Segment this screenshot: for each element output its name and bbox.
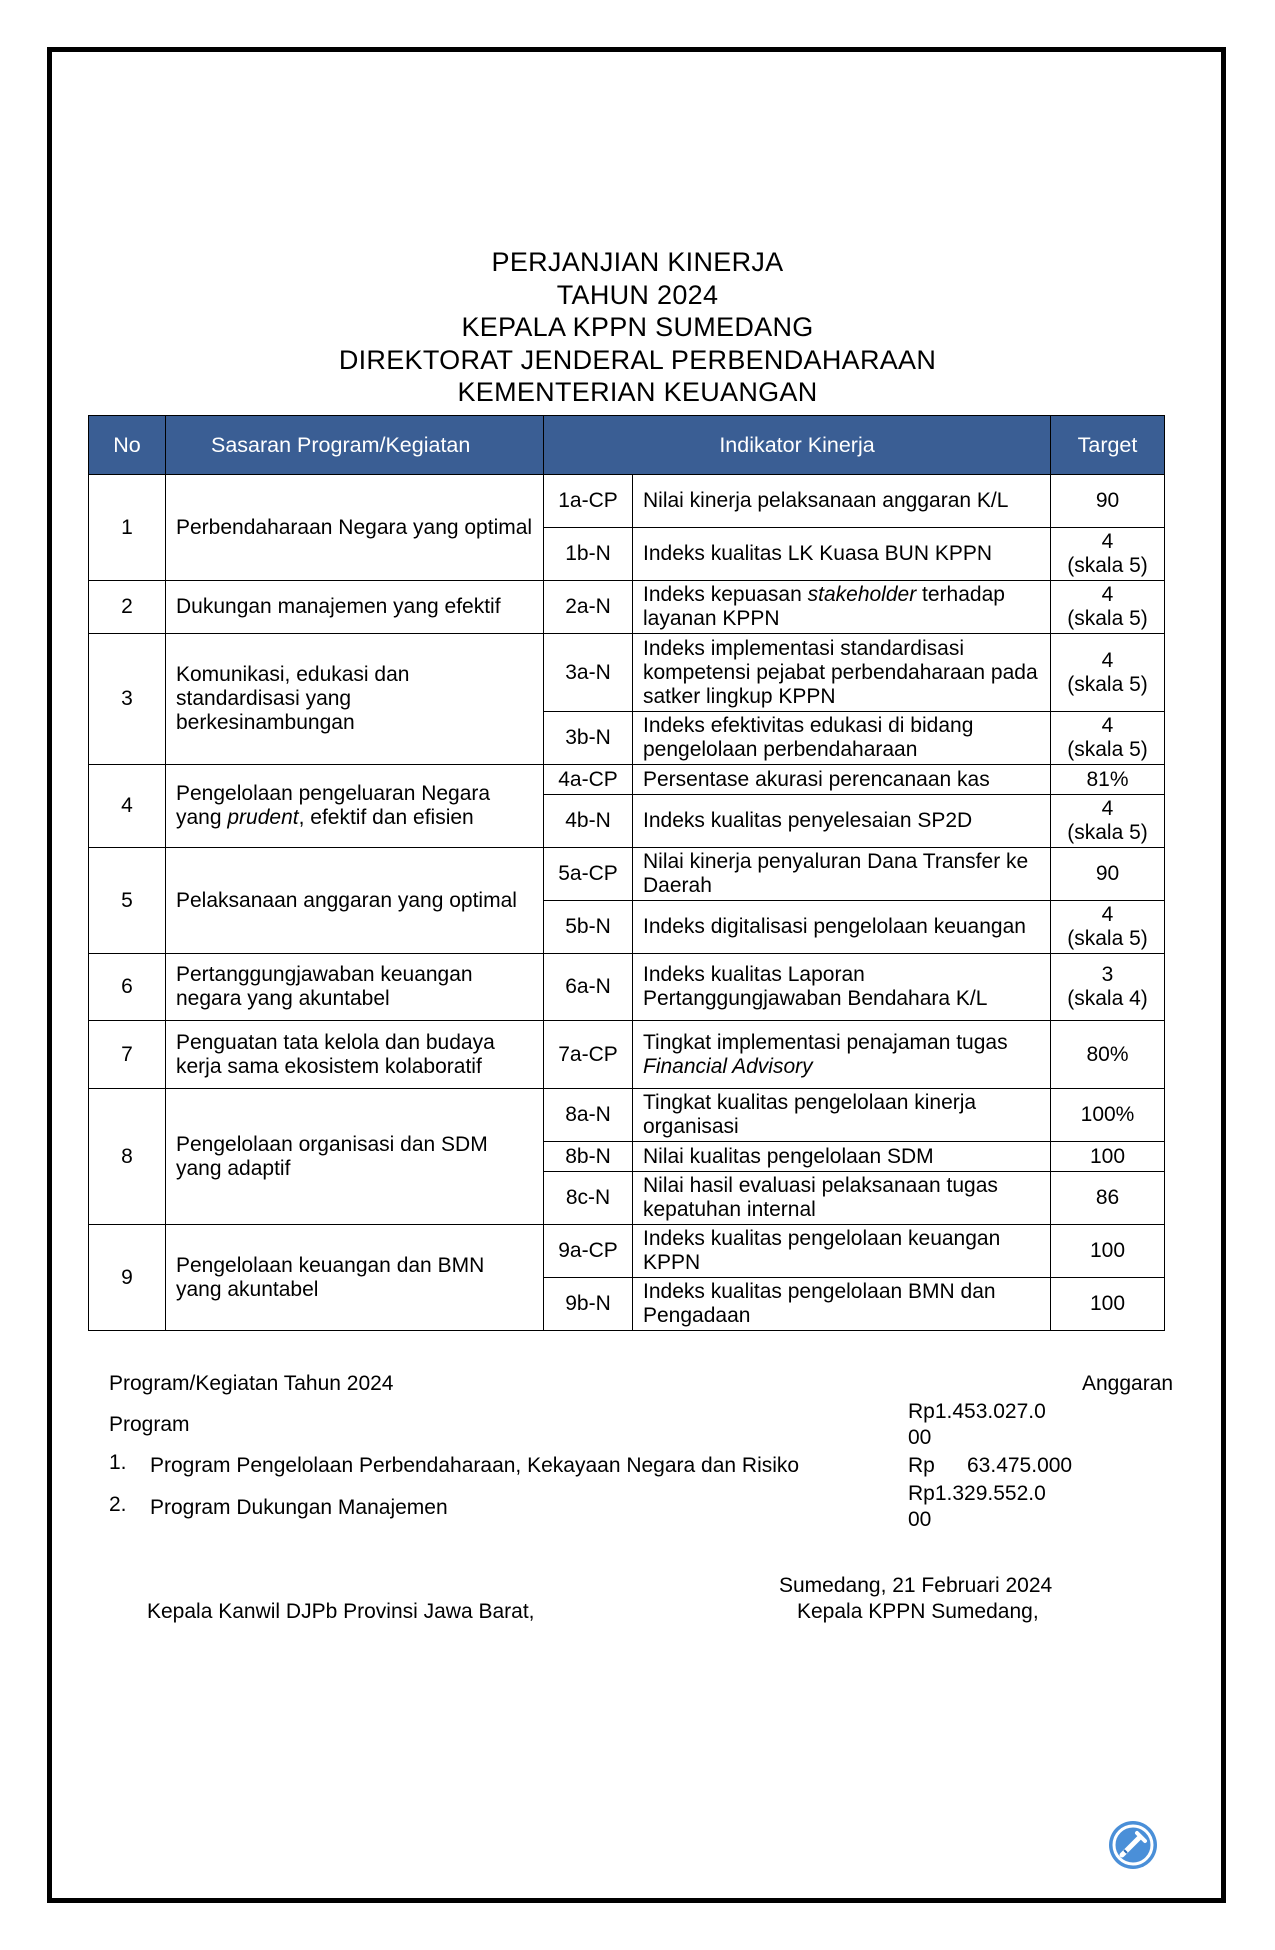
row-sasaran: [166, 765, 544, 848]
row-no: 1: [89, 475, 166, 581]
target-value: [1051, 634, 1165, 712]
header-target: Target: [1051, 416, 1165, 475]
program-item-amount: [908, 1481, 1046, 1533]
target-value: [1051, 528, 1165, 581]
indicator-code: 4b-N: [544, 795, 633, 848]
indicator-text-italic: Financial Advisory: [643, 1054, 813, 1078]
program-item-number: 1.: [109, 1451, 127, 1474]
kemenkeu-logo-icon: [1107, 1819, 1159, 1871]
indicator-text-part: Tingkat implementasi penajaman tugas: [643, 1030, 1008, 1054]
indicator-text: Nilai hasil evaluasi pelaksanaan tugas kepatuhan internal: [633, 1172, 1051, 1225]
indicator-code: 3b-N: [544, 712, 633, 765]
indicator-text: Indeks kualitas pengelolaan BMN dan Pengadaan: [633, 1278, 1051, 1331]
performance-table: [88, 415, 1165, 1331]
program-item-name: Program Dukungan Manajemen: [150, 1496, 448, 1519]
indicator-code: 7a-CP: [544, 1021, 633, 1089]
row-no: 6: [89, 954, 166, 1021]
program-item-rp: Rp: [908, 1454, 935, 1477]
program-item-name: Program Pengelolaan Perbendaharaan, Kekayaan Negara dan Risiko: [150, 1454, 800, 1477]
indicator-text: Nilai kinerja pelaksanaan anggaran K/L: [633, 475, 1051, 528]
indicator-code: 4a-CP: [544, 765, 633, 795]
title-line-4: DIREKTORAT JENDERAL PERBENDAHARAAN: [338, 344, 937, 375]
indicator-text-part: Indeks kepuasan: [643, 583, 808, 606]
indicator-code: 5a-CP: [544, 848, 633, 901]
program-label: Program: [109, 1413, 190, 1436]
program-heading: Program/Kegiatan Tahun 2024: [109, 1372, 394, 1395]
target-value: 90: [1051, 475, 1165, 528]
sasaran-text-part: , efektif dan efisien: [298, 806, 474, 829]
indicator-text: Indeks implementasi standardisasi kompetensi pejabat perbendaharaan pada satker lingkup KPPN: [633, 634, 1051, 712]
target-value: 100: [1051, 1278, 1165, 1331]
header-indikator: Indikator Kinerja: [544, 416, 1051, 475]
target-number: 4: [1101, 648, 1114, 672]
target-value: 100: [1051, 1142, 1165, 1172]
indicator-text: Indeks efektivitas edukasi di bidang pengelolaan perbendaharaan: [633, 712, 1051, 765]
row-sasaran: Pengelolaan organisasi dan SDM yang adaptif: [166, 1089, 544, 1225]
target-value: 81%: [1051, 765, 1165, 795]
indicator-code: 2a-N: [544, 581, 633, 634]
indicator-code: 6a-N: [544, 954, 633, 1021]
indicator-text: Nilai kualitas pengelolaan SDM: [633, 1142, 1051, 1172]
indicator-code: 8b-N: [544, 1142, 633, 1172]
indicator-code: 9a-CP: [544, 1225, 633, 1278]
table-row: [89, 1225, 1165, 1278]
target-value: [1051, 581, 1165, 634]
indicator-code: 9b-N: [544, 1278, 633, 1331]
row-no: 8: [89, 1089, 166, 1225]
program-item-amount-line1: Rp1.329.552.0: [908, 1482, 1046, 1505]
row-no: 4: [89, 765, 166, 848]
header-sasaran: Sasaran Program/Kegiatan: [166, 416, 544, 475]
target-value: 86: [1051, 1172, 1165, 1225]
place-date: Sumedang, 21 Februari 2024: [779, 1574, 1053, 1597]
target-scale: (skala 5): [1067, 607, 1148, 630]
indicator-text: Indeks kualitas Laporan Pertanggungjawaban Bendahara K/L: [633, 954, 1051, 1021]
indicator-code: 3a-N: [544, 634, 633, 712]
row-no: 3: [89, 634, 166, 765]
indicator-code: 1b-N: [544, 528, 633, 581]
program-total-line2: 00: [908, 1426, 932, 1449]
indicator-text: Indeks kualitas pengelolaan keuangan KPPN: [633, 1225, 1051, 1278]
target-number: 4: [1101, 583, 1114, 606]
target-scale: (skala 5): [1067, 927, 1148, 950]
table-row: [89, 634, 1165, 712]
indicator-text: [633, 581, 1051, 634]
row-no: 9: [89, 1225, 166, 1331]
target-value: 80%: [1051, 1021, 1165, 1089]
indicator-text: Persentase akurasi perencanaan kas: [633, 765, 1051, 795]
document-title: [0, 246, 1275, 409]
target-scale: (skala 5): [1067, 821, 1148, 844]
table-row: [89, 954, 1165, 1021]
sasaran-text-italic: prudent: [227, 806, 299, 829]
title-line-5: KEMENTERIAN KEUANGAN: [457, 377, 818, 407]
target-number: 3: [1101, 963, 1114, 986]
row-sasaran: Penguatan tata kelola dan budaya kerja sama ekosistem kolaboratif: [166, 1021, 544, 1089]
target-scale: (skala 4): [1067, 987, 1148, 1010]
table-row: [89, 848, 1165, 901]
row-sasaran: Pelaksanaan anggaran yang optimal: [166, 848, 544, 954]
program-item-amount-line2: 00: [908, 1508, 932, 1531]
target-scale: (skala 5): [1067, 738, 1148, 761]
row-no: 7: [89, 1021, 166, 1089]
indicator-text: Indeks digitalisasi pengelolaan keuangan: [633, 901, 1051, 954]
indicator-text: Indeks kualitas penyelesaian SP2D: [633, 795, 1051, 848]
program-item-number: 2.: [109, 1493, 127, 1516]
title-line-2: TAHUN 2024: [556, 279, 719, 310]
indicator-code: 8a-N: [544, 1089, 633, 1142]
indicator-code: 8c-N: [544, 1172, 633, 1225]
signatory-left-title: Kepala Kanwil DJPb Provinsi Jawa Barat,: [147, 1600, 535, 1623]
table-row: [89, 765, 1165, 795]
indicator-code: 1a-CP: [544, 475, 633, 528]
table-row: [89, 1089, 1165, 1142]
row-sasaran: Pertanggungjawaban keuangan negara yang akuntabel: [166, 954, 544, 1021]
target-value: 100: [1051, 1225, 1165, 1278]
row-sasaran: Komunikasi, edukasi dan standardisasi yang berkesinambungan: [166, 634, 544, 765]
row-sasaran: Pengelolaan keuangan dan BMN yang akuntabel: [166, 1225, 544, 1331]
row-no: 2: [89, 581, 166, 634]
target-value: [1051, 712, 1165, 765]
header-no: No: [89, 416, 166, 475]
target-value: 100%: [1051, 1089, 1165, 1142]
indicator-text: [633, 1021, 1051, 1089]
target-number: 4: [1101, 714, 1114, 737]
program-item-amount: 63.475.000: [967, 1454, 1073, 1477]
title-line-3: KEPALA KPPN SUMEDANG: [461, 312, 814, 342]
program-total-line1: Rp1.453.027.0: [908, 1400, 1046, 1423]
row-sasaran: Perbendaharaan Negara yang optimal: [166, 475, 544, 581]
table-row: [89, 581, 1165, 634]
anggaran-label: Anggaran: [1082, 1372, 1174, 1395]
row-no: 5: [89, 848, 166, 954]
target-value: [1051, 795, 1165, 848]
target-number: 4: [1101, 530, 1114, 553]
indicator-text: Nilai kinerja penyaluran Dana Transfer ke Daerah: [633, 848, 1051, 901]
indicator-text: Tingkat kualitas pengelolaan kinerja organisasi: [633, 1089, 1051, 1142]
table-header-row: [89, 416, 1165, 475]
target-number: 4: [1101, 797, 1114, 820]
target-value: [1051, 954, 1165, 1021]
target-value: [1051, 901, 1165, 954]
title-line-1: PERJANJIAN KINERJA: [491, 247, 784, 277]
indicator-text: Indeks kualitas LK Kuasa BUN KPPN: [633, 528, 1051, 581]
target-value: 90: [1051, 848, 1165, 901]
row-sasaran: Dukungan manajemen yang efektif: [166, 581, 544, 634]
sasaran-text-part: Pengelolaan pengeluaran Negara yang: [176, 782, 491, 829]
target-scale: (skala 5): [1067, 672, 1148, 696]
indicator-code: 5b-N: [544, 901, 633, 954]
program-total: [908, 1399, 1046, 1451]
table-row: [89, 1021, 1165, 1089]
target-scale: (skala 5): [1067, 554, 1148, 577]
indicator-text-part: terhadap layanan KPPN: [643, 583, 1005, 630]
indicator-text-italic: stakeholder: [807, 583, 917, 606]
target-number: 4: [1101, 903, 1114, 926]
table-row: [89, 475, 1165, 528]
signatory-right-title: Kepala KPPN Sumedang,: [797, 1600, 1039, 1623]
